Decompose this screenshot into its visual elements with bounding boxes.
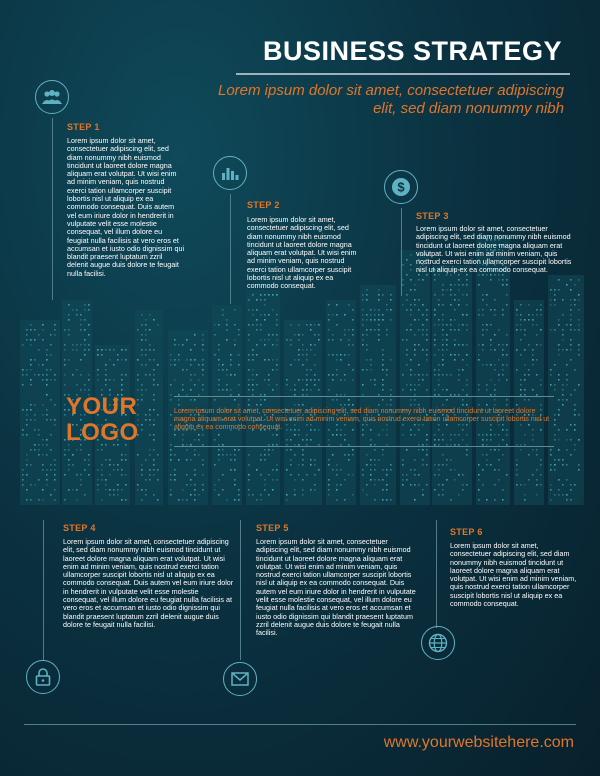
svg-text:$: $ (397, 179, 405, 195)
logo-line-1: YOUR (66, 393, 138, 420)
step-3-connector (401, 208, 402, 296)
page-subtitle: Lorem ipsum dolor sit amet, consectetuer adipiscing elit, sed diam nonummy nibh (218, 82, 564, 117)
step-2-connector (230, 194, 231, 304)
step-6-label: STEP 6 (450, 527, 483, 537)
step-4-label: STEP 4 (63, 523, 96, 533)
bar-chart-icon (213, 156, 247, 190)
step-5-connector (240, 520, 241, 660)
title-divider (236, 73, 570, 75)
step-2-text: Lorem ipsum dolor sit amet, consectetuer adipiscing elit, sed diam nonummy nibh euismod tincidunt ut laoreet dolore magna aliquam erat volutpat. Ut wisi enim ad minim veniam, quis nostrud exerci tation ullamcorper suscipit lobortis nisl ut aliquip ex ea commodo consequat. (247, 215, 357, 291)
step-1-label: STEP 1 (67, 122, 100, 132)
middle-bottom-divider (174, 446, 554, 447)
middle-text: Lorem ipsum dolor sit amet, consectetuer adipiscing elit, sed diam nonummy nibh euismod tincidunt ut laoreet dolore magna aliquam erat volutpat. Ut wisi enim ad minim veniam, quis nostrud exerci tation ullamcorper suscipit lobortis nisl ut aliquip ex ea commodo consequat. (174, 408, 550, 431)
step-3-label: STEP 3 (416, 211, 449, 221)
lock-icon (26, 660, 60, 694)
website-url[interactable]: www.yourwebsitehere.com (383, 734, 574, 751)
mail-icon (223, 662, 257, 696)
step-6-connector (436, 520, 437, 628)
step-5-label: STEP 5 (256, 523, 289, 533)
logo-line-2: LOGO (66, 419, 139, 446)
globe-icon (421, 626, 455, 660)
company-logo (66, 394, 139, 446)
step-1-connector (52, 118, 53, 300)
page-title: BUSINESS STRATEGY (262, 36, 562, 66)
dollar-icon (384, 170, 418, 204)
footer-divider (24, 724, 576, 725)
step-2-label: STEP 2 (247, 200, 280, 210)
step-4-text: Lorem ipsum dolor sit amet, consectetuer adipiscing elit, sed diam nonummy nibh euismod tincidunt ut laoreet dolore magna aliquam erat volutpat. Ut wisi enim ad minim veniam, quis nostrud exerci tation ullamcorper suscipit lobortis nisl ut aliquip ex ea commodo consequat. Duis autem vel eum iriure dolor in hendrerit in vulputate velit esse molestie consequat, vel illum dolore eu feugiat nulla facilisis at vero eros et accumsan et iusto odio dignissim qui blandit praesent luptatum zzril delenit augue duis dolore te feugait nulla facilisi. (63, 537, 234, 629)
users-icon (35, 80, 69, 114)
middle-top-divider (174, 396, 554, 397)
step-4-connector (43, 520, 44, 660)
step-1-text: Lorem ipsum dolor sit amet, consectetuer adipiscing elit, sed diam nonummy nibh euismod tincidunt ut laoreet dolore magna aliquam erat volutpat. Ut wisi enim ad minim veniam, quis nostrud exerci tation ullamcorper suscipit lobortis nisl ut aliquip ex ea commodo consequat. Duis autem vel eum iriure dolor in hendrerit in vulputate velit esse molestie consequat, vel illum dolore eu feugiat nulla facilisis at vero eros et accumsan et iusto odio dignissim qui blandit praesent luptatum zzril delenit augue duis dolore te feugait nulla facilisi. (67, 136, 185, 278)
step-6-text: Lorem ipsum dolor sit amet, consectetuer adipiscing elit, sed diam nonummy nibh euismod tincidunt ut laoreet dolore magna aliquam erat volutpat. Ut wisi enim ad minim veniam, quis nostrud exerci tation ullamcorper suscipit lobortis nisl ut aliquip ex ea commodo consequat. (450, 541, 577, 609)
step-5-text: Lorem ipsum dolor sit amet, consectetuer adipiscing elit, sed diam nonummy nibh euismod tincidunt ut laoreet dolore magna aliquam erat volutpat. Ut wisi enim ad minim veniam, quis nostrud exerci tation ullamcorper suscipit lobortis nisl ut aliquip ex ea commodo consequat. Duis autem vel eum iriure dolor in hendrerit in vulputate velit esse molestie consequat, vel illum dolore eu feugiat nulla facilisis at vero eros et accumsan et iusto odio dignissim qui blandit praesent luptatum zzril delenit augue duis dolore te feugait nulla facilisi. (256, 537, 416, 638)
step-3-text: Lorem ipsum dolor sit amet, consectetuer adipiscing elit, sed diam nonummy nibh euismod tincidunt ut laoreet dolore magna aliquam erat volutpat. Ut wisi enim ad minim veniam, quis nostrud exerci tation ullamcorper suscipit lobortis nisl ut aliquip ex ea commodo consequat. (416, 224, 572, 275)
